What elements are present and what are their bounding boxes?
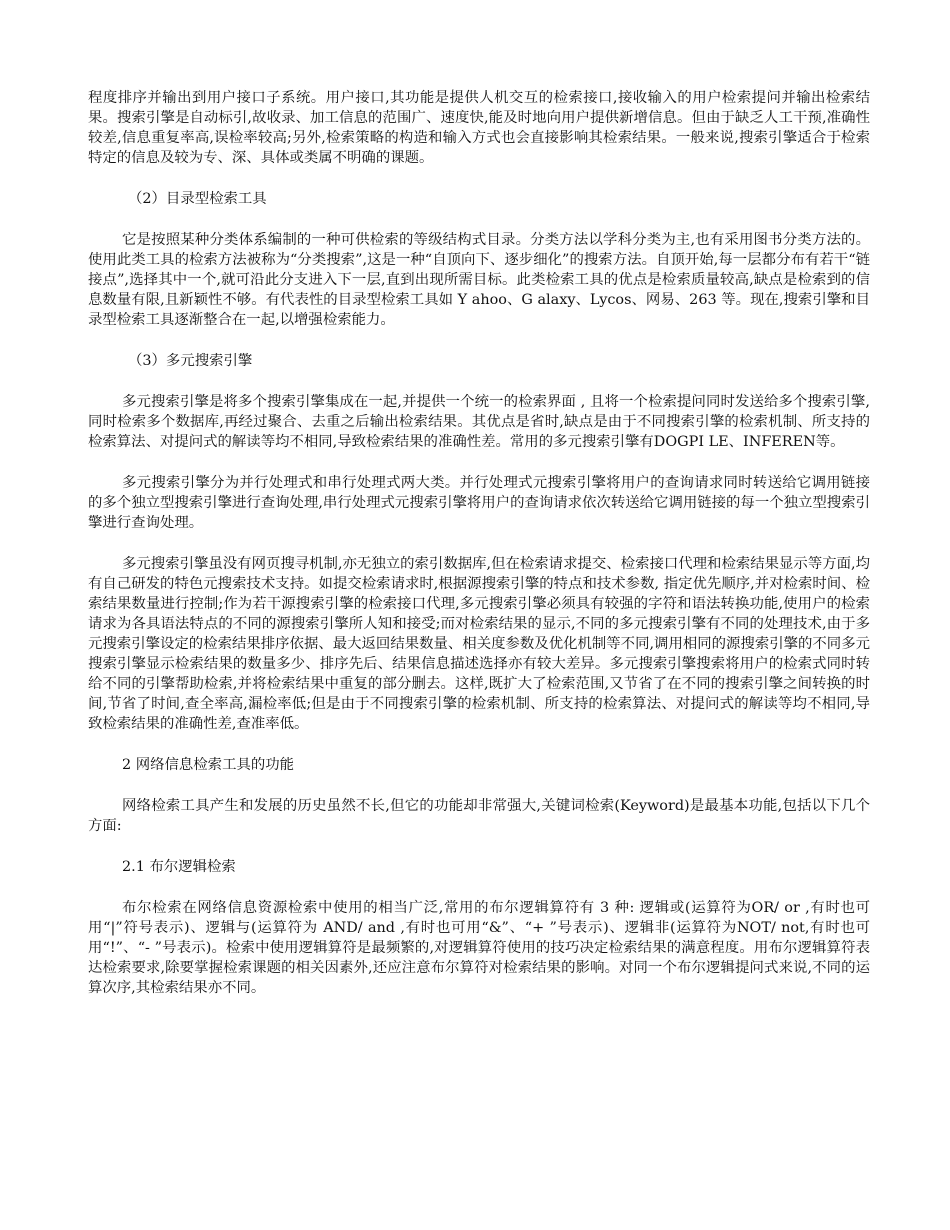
document-page: [88, 88, 870, 1019]
heading-meta-search-engine: （3）多元搜索引擎: [128, 353, 253, 369]
heading-section-2-1: 2.1 布尔逻辑检索: [122, 859, 236, 875]
paragraph-search-engine-summary: 程度排序并输出到用户接口子系统。用户接口,其功能是提供人机交互的检索接口,接收输入的用户检索提问并输出检索结果。搜索引擎是自动标引,故收录、加工信息的范围广、速度快,能及时地向用户提供新增信息。但由于缺乏人工干预,准确性较差,信息重复率高,误检率较高;另外,检索策略的构造和输入方式也会直接影响其检索结果。一般来说,搜索引擎适合于检索特定的信息及较为专、深、具体或类属不明确的课题。: [88, 90, 870, 166]
paragraph-boolean-search: 布尔检索在网络信息资源检索中使用的相当广泛,常用的布尔逻辑算符有 3 种: 逻辑或(运算符为OR/ or ,有时也可用“|”符号表示)、逻辑与(运算符为 AND/ and ,有时也可用“&”、“+ ”号表示)、逻辑非(运算符为NOT/ not,有时也可用“!”、“- ”号表示)。检索中使用逻辑算符是最频繁的,对逻辑算符使用的技巧决定检索结果的满意程度。用布尔逻辑算符表达检索要求,除要掌握检索课题的相关因素外,还应注意布尔算符对检索结果的影响。对同一个布尔逻辑提问式来说,不同的运算次序,其检索结果亦不同。: [88, 900, 870, 996]
paragraph-meta-search-intro: 多元搜索引擎是将多个搜索引擎集成在一起,并提供一个统一的检索界面 , 且将一个检索提问同时发送给多个搜索引擎,同时检索多个数据库,再经过聚合、去重之后输出检索结果。其优点是省时,缺点是由于不同搜索引擎的检索机制、所支持的检索算法、对提问式的解读等均不相同,导致检索结果的准确性差。常用的多元搜索引擎有DOGPI LE、INFEREN等。: [88, 394, 870, 450]
paragraph-meta-search-types: 多元搜索引擎分为并行处理式和串行处理式两大类。并行处理式元搜索引擎将用户的查询请求同时转送给它调用链接的多个独立型搜索引擎进行查询处理,串行处理式元搜索引擎将用户的查询请求依次转送给它调用链接的每一个独立型搜索引擎进行查询处理。: [88, 475, 870, 531]
paragraph-meta-search-details: 多元搜索引擎虽没有网页搜寻机制,亦无独立的索引数据库,但在检索请求提交、检索接口代理和检索结果显示等方面,均有自己研发的特色元搜索技术支持。如提交检索请求时,根据源搜索引擎的特点和技术参数, 指定优先顺序,并对检索时间、检索结果数量进行控制;作为若干源搜索引擎的检索接口代理,多元搜索引擎必须具有较强的字符和语法转换功能,使用户的检索请求为各具语法特点的不同的源搜索引擎所人知和接受;而对检索结果的显示,不同的多元搜索引擎有不同的处理技术,由于多元搜索引擎设定的检索结果排序依据、最大返回结果数量、相关度参数及优化机制等不同,调用相同的源搜索引擎的不同多元搜索引擎显示检索结果的数量多少、排序先后、结果信息描述选择亦有较大差异。多元搜索引擎搜索将用户的检索式同时转给不同的引擎帮助检索,并将检索结果中重复的部分删去。这样,既扩大了检索范围,又节省了在不同的搜索引擎之间转换的时间,节省了时间,查全率高,漏检率低;但是由于不同搜索引擎的检索机制、所支持的检索算法、对提问式的解读等均不相同,导致检索结果的准确性差,查准率低。: [88, 556, 870, 732]
paragraph-section-2-intro: 网络检索工具产生和发展的历史虽然不长,但它的功能却非常强大,关键词检索(Keyword)是最基本功能,包括以下几个方面:: [88, 798, 870, 834]
heading-section-2: 2 网络信息检索工具的功能: [122, 757, 295, 773]
paragraph-directory-tools: 它是按照某种分类体系编制的一种可供检索的等级结构式目录。分类方法以学科分类为主,也有采用图书分类方法的。使用此类工具的检索方法被称为“分类搜索”,这是一种“自顶向下、逐步细化”的搜索方法。自顶开始,每一层都分布有若干“链接点”,选择其中一个,就可沿此分支进入下一层,直到出现所需目标。此类检索工具的优点是检索质量较高,缺点是检索到的信息数量有限,且新颖性不够。有代表性的目录型检索工具如 Y ahoo、G alaxy、Lycos、网易、263 等。现在,搜索引擎和目录型检索工具逐渐整合在一起,以增强检索能力。: [88, 232, 870, 328]
heading-directory-tools: （2）目录型检索工具: [128, 191, 267, 207]
